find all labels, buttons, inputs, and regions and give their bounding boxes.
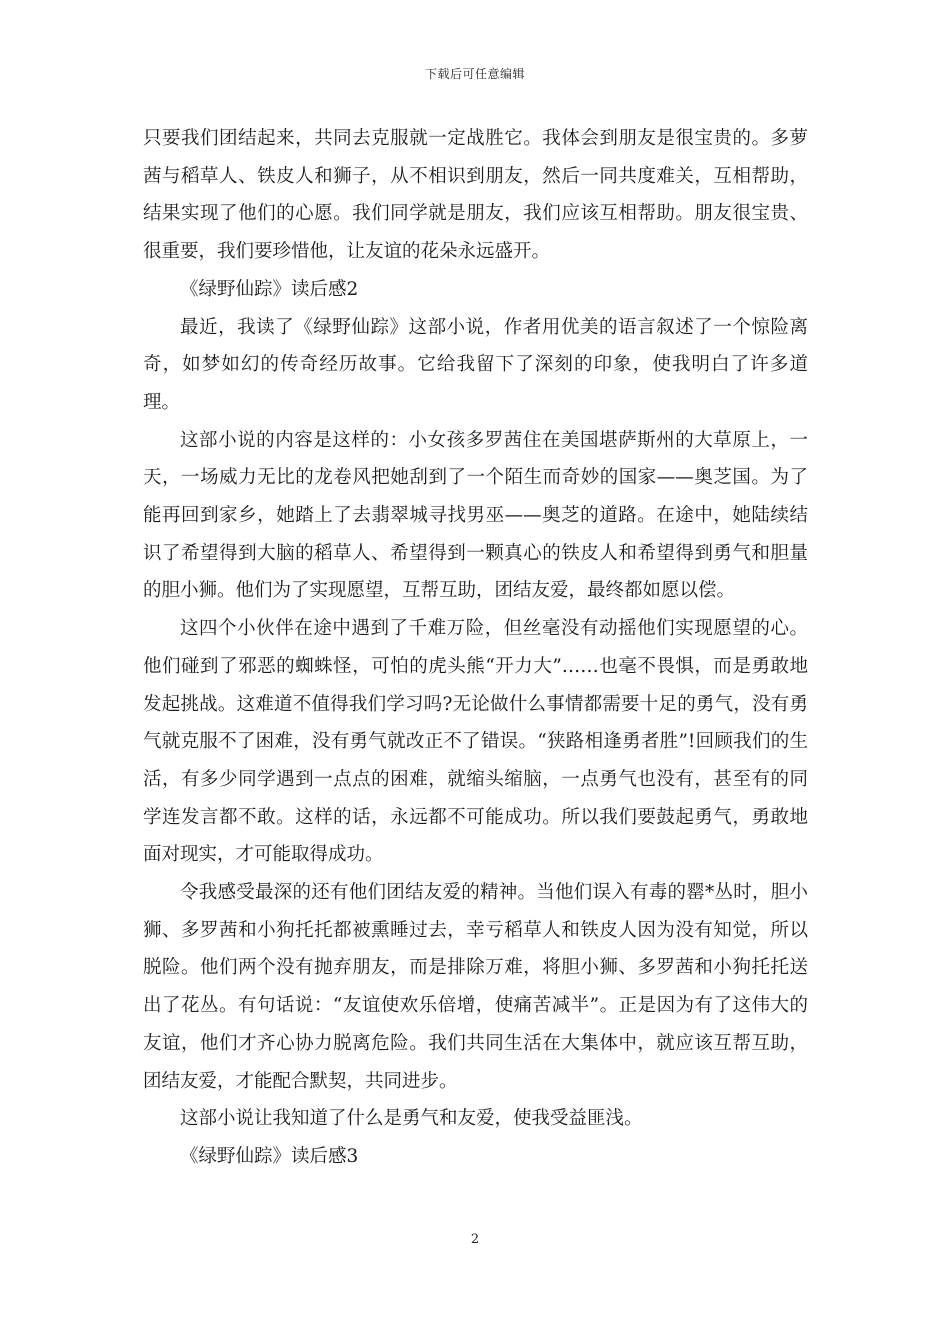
paragraph-1: 只要我们团结起来，共同去克服就一定战胜它。我体会到朋友是很宝贵的。多萝茜与稻草人、铁皮人和狮子，从不相识到朋友，然后一同共度难关，互相帮助，结果实现了他们的心愿。我们同学就是朋友，我们应该互相帮助。朋友很宝贵、很重要，我们要珍惜他，让友谊的花朵永远盛开。	[143, 128, 808, 263]
section-heading-2: 《绿野仙踪》读后感2	[180, 278, 359, 300]
page-number: 2	[470, 1232, 480, 1247]
paragraph-4: 这四个小伙伴在途中遇到了千难万险，但丝毫没有动摇他们实现愿望的心。他们碰到了邪恶的蜘蛛怪，可怕的虎头熊“开力大”……也毫不畏惧，而是勇敢地发起挑战。这难道不值得我们学习吗?无论做什么事情都需要十足的勇气，没有勇气就克服不了困难，没有勇气就改正不了错误。“狭路相逢勇者胜”!回顾我们的生活，有多少同学遇到一点点的困难，就缩头缩脑，一点勇气也没有，甚至有的同学连发言都不敢。这样的话，永远都不可能成功。所以我们要鼓起勇气，勇敢地面对现实，才可能取得成功。	[143, 618, 808, 866]
paragraph-3: 这部小说的内容是这样的：小女孩多罗茜住在美国堪萨斯州的大草原上，一天，一场威力无比的龙卷风把她刮到了一个陌生而奇妙的国家——奥芝国。为了能再回到家乡，她踏上了去翡翠城寻找男巫——奥芝的道路。在途中，她陆续结识了希望得到大脑的稻草人、希望得到一颗真心的铁皮人和希望得到勇气和胆量的胆小狮。他们为了实现愿望，互帮互助，团结友爱，最终都如愿以偿。	[143, 429, 808, 602]
document-body	[143, 120, 808, 1176]
section-heading-3: 《绿野仙踪》读后感3	[180, 1145, 359, 1167]
page-header: 下载后可任意编辑	[424, 67, 525, 81]
paragraph-2: 最近，我读了《绿野仙踪》这部小说，作者用优美的语言叙述了一个惊险离奇，如梦如幻的传奇经历故事。它给我留下了深刻的印象，使我明白了许多道理。	[143, 316, 808, 413]
paragraph-5: 令我感受最深的还有他们团结友爱的精神。当他们误入有毒的罂*丛时，胆小狮、多罗茜和小狗托托都被熏睡过去，幸亏稻草人和铁皮人因为没有知觉，所以脱险。他们两个没有抛弃朋友，而是排除万难，将胆小狮、多罗茜和小狗托托送出了花丛。有句话说：“友谊使欢乐倍增，使痛苦减半”。正是因为有了这伟大的友谊，他们才齐心协力脱离危险。我们共同生活在大集体中，就应该互帮互助，团结友爱，才能配合默契，共同进步。	[143, 882, 808, 1092]
paragraph-6: 这部小说让我知道了什么是勇气和友爱，使我受益匪浅。	[180, 1108, 643, 1130]
